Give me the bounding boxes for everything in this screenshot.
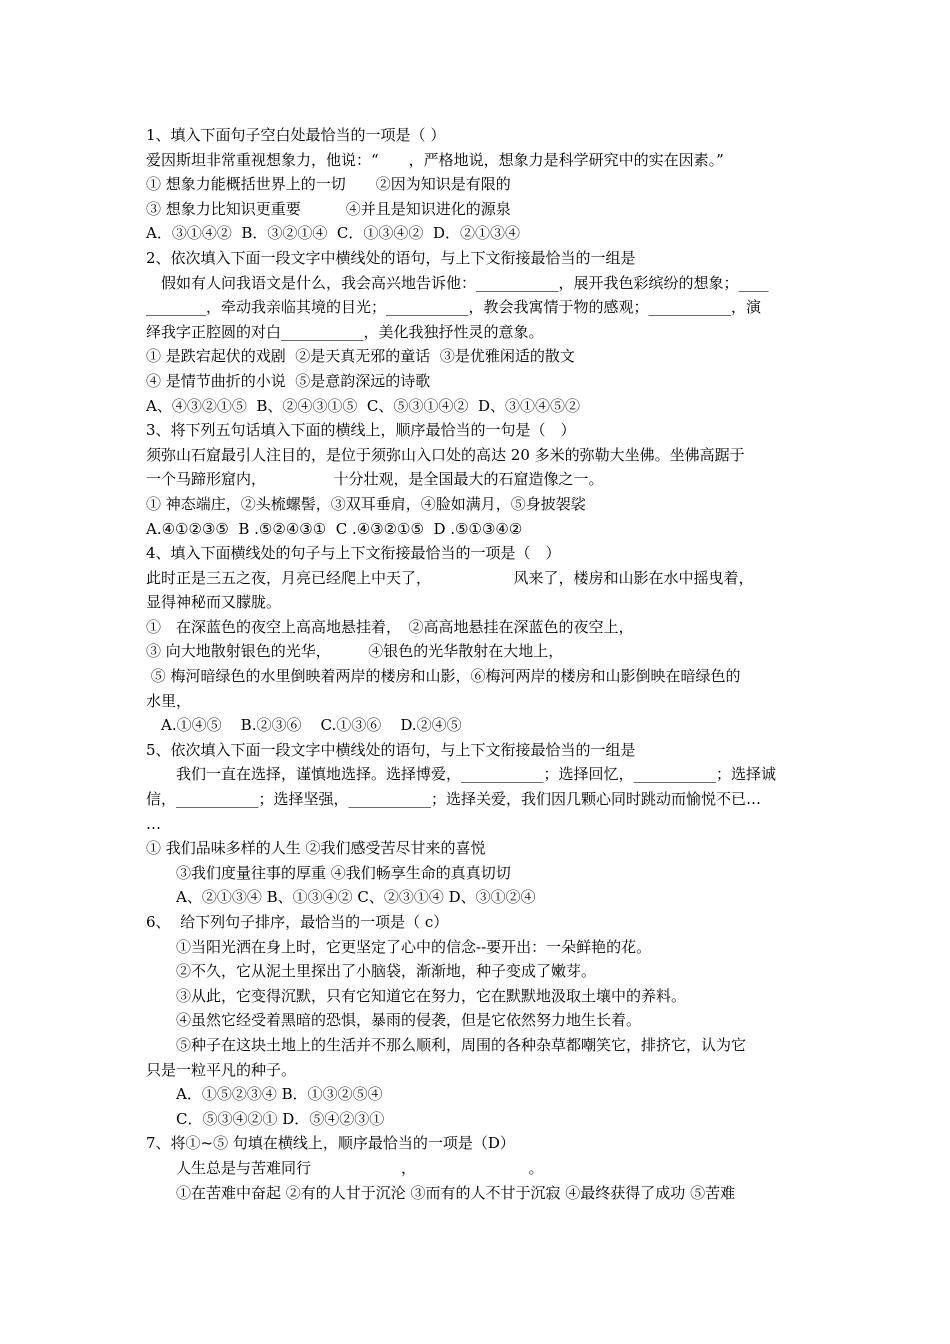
q5-answers: A、②①③④ B、①③④② C、②③①④ D、③①②④: [146, 888, 536, 907]
q2-answers: A、④③②①⑤ B、②④③①⑤ C、⑤③①④② D、③①④⑤②: [146, 396, 580, 415]
q2-text: 假如有人问我语文是什么，我会高兴地告诉他：___________，展开我色彩缤纷的想象；____: [146, 273, 769, 292]
q7-stem: 7、将①~⑤ 句填在横线上，顺序最恰当的一项是（D）: [146, 1134, 515, 1153]
q6-answers: A．①⑤②③④ B．①③②⑤④: [146, 1085, 383, 1104]
q5-option-line: ③我们度量往事的厚重 ④我们畅享生命的真真切切: [146, 863, 511, 882]
q4-option-line: ⑤ 梅河暗绿色的水里倒映着两岸的楼房和山影，⑥梅河两岸的楼房和山影倒映在暗绿色的: [146, 667, 741, 686]
q2-text: 绎我字正腔圆的对白___________，美化我独抒性灵的意象。: [146, 322, 544, 341]
q6-answers: C．⑤③④②① D．⑤④②③①: [146, 1109, 385, 1128]
q2-option-line: ④ 是情节曲折的小说 ⑤是意韵深远的诗歌: [146, 371, 431, 390]
q3-text: 一个马蹄形窟内， 十分壮观，是全国最大的石窟造像之一。: [146, 470, 604, 489]
q6-stem: 6、 给下列句子排序，最恰当的一项是（ c）: [146, 913, 449, 931]
q5-option-line: ① 我们品味多样的人生 ②我们感受苦尽甘来的喜悦: [146, 839, 486, 858]
q5-text: 我们一直在选择，谨慎地选择。选择博爱，___________；选择回忆，___________；选择诚: [146, 765, 777, 784]
q5-stem: 5、依次填入下面一段文字中横线处的语句，与上下文衔接最恰当的一组是: [146, 740, 636, 759]
q6-sentence: ④虽然它经受着黑暗的恐惧，暴雨的侵袭，但是它依然努力地生长着。: [146, 1011, 642, 1030]
q2-stem: 2、依次填入下面一段文字中横线处的语句，与上下文衔接最恰当的一组是: [146, 248, 636, 267]
q4-option-line: ① 在深蓝色的夜空上高高地悬挂着， ②高高地悬挂在深蓝色的夜空上，: [146, 617, 634, 636]
q4-answers: A.①④⑤ B.②③⑥ C.①③⑥ D.②④⑤: [146, 716, 462, 735]
q3-answers: A.④①②③⑤ B .⑤②④③① C .④③②①⑤ D .⑤①③④②: [146, 519, 523, 538]
q4-option-line: 水里，: [146, 691, 192, 710]
q6-sentence: ③从此，它变得沉默，只有它知道它在努力，它在默默地汲取土壤中的养料。: [146, 986, 687, 1005]
q7-text: 人生总是与苦难同行 ， 。: [146, 1158, 544, 1177]
q4-stem: 4、填入下面横线处的句子与上下文衔接最恰当的一项是（ ）: [146, 544, 561, 563]
q5-text: …: [146, 814, 161, 833]
q1-option-line: ③ 想象力比知识更重要 ④并且是知识进化的源泉: [146, 199, 511, 218]
q3-stem: 3、将下列五句话填入下面的横线上，顺序最恰当的一句是（ ）: [146, 421, 576, 440]
q4-text: 显得神秘而又朦胧。: [146, 593, 282, 612]
q4-option-line: ③ 向大地散射银色的光华， ④银色的光华散射在大地上，: [146, 642, 564, 661]
q6-sentence: ②不久，它从泥土里探出了小脑袋，渐渐地，种子变成了嫩芽。: [146, 962, 597, 981]
q7-option-line: ①在苦难中奋起 ②有的人甘于沉沦 ③而有的人不甘于沉寂 ④最终获得了成功 ⑤苦难: [146, 1183, 736, 1202]
q5-text: 信，___________；选择坚强，___________；选择关爱，我们因几颗心同时跳动而愉悦不已…: [146, 790, 762, 809]
q6-sentence: ⑤种子在这块土地上的生活并不那么顺利，周围的各种杂草都嘲笑它，排挤它，认为它: [146, 1035, 747, 1054]
q1-stem: 1、填入下面句子空白处最恰当的一项是（ ）: [146, 126, 446, 144]
q1-answers: A．③①④② B．③②①④ C．①③④② D．②①③④: [146, 224, 520, 243]
q6-sentence: 只是一粒平凡的种子。: [146, 1060, 297, 1079]
exercise-text: [146, 123, 810, 1205]
q6-sentence: ①当阳光洒在身上时，它更坚定了心中的信念--要开出：一朵鲜艳的花。: [146, 937, 652, 956]
q2-text: ________，牵动我亲临其境的目光；___________，教会我寓情于物的感观；___________，演: [146, 298, 762, 317]
q3-option-line: ① 神态端庄，②头梳螺髻，③双耳垂肩，④脸如满月，⑤身披袈裟: [146, 494, 586, 513]
q1-option-line: ① 想象力能概括世界上的一切 ②因为知识是有限的: [146, 175, 511, 194]
q3-text: 须弥山石窟最引人注目的，是位于须弥山入口处的高达 20 多米的弥勒大坐佛。坐佛高踞于: [146, 445, 745, 464]
q1-text: 爱因斯坦非常重视想象力，他说：“ ，严格地说，想象力是科学研究中的实在因素。”: [146, 150, 724, 169]
q4-text: 此时正是三五之夜，月亮已经爬上中天了， 风来了，楼房和山影在水中摇曳着，: [146, 568, 754, 587]
q2-option-line: ① 是跌宕起伏的戏剧 ②是天真无邪的童话 ③是优雅闲适的散文: [146, 347, 575, 366]
